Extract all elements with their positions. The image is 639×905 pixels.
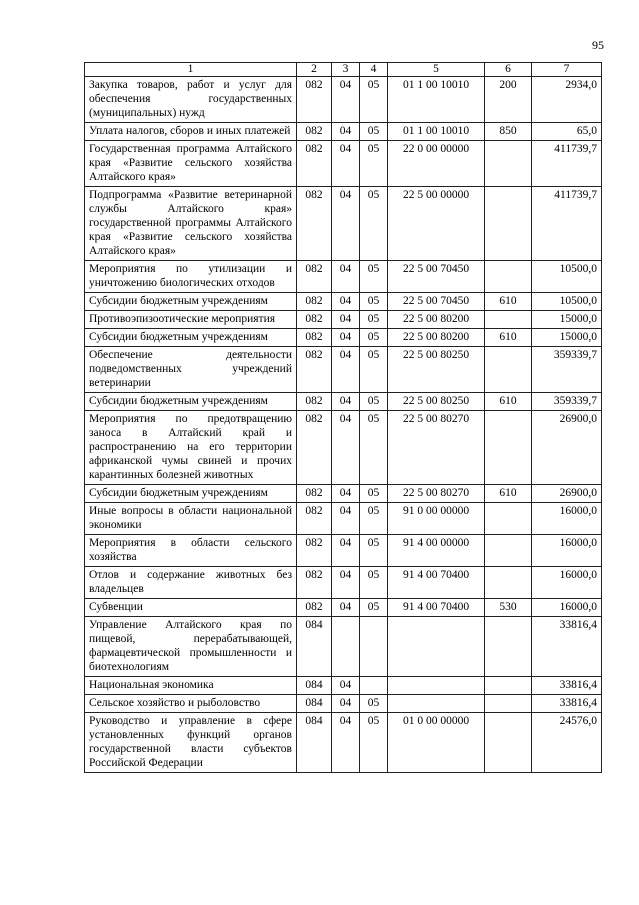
row-ministry-code: 082	[297, 599, 332, 617]
table-row	[85, 617, 602, 677]
row-target-article: 22 5 00 00000	[388, 187, 485, 261]
row-expense-type	[485, 713, 532, 773]
table-row	[85, 713, 602, 773]
row-target-article: 01 1 00 10010	[388, 77, 485, 123]
row-expense-type	[485, 503, 532, 535]
row-subsection-code: 05	[360, 503, 388, 535]
row-name: Отлов и содержание животных без владельцев	[85, 567, 297, 599]
row-expense-type	[485, 617, 532, 677]
row-expense-type	[485, 141, 532, 187]
row-section-code: 04	[332, 535, 360, 567]
row-name: Управление Алтайского края по пищевой, перерабатывающей, фармацевтической промышленности и биотехнологиям	[85, 617, 297, 677]
row-ministry-code: 082	[297, 503, 332, 535]
row-name: Субсидии бюджетным учреждениям	[85, 393, 297, 411]
column-header: 5	[388, 63, 485, 77]
column-header: 4	[360, 63, 388, 77]
table-row	[85, 485, 602, 503]
row-amount: 33816,4	[532, 695, 602, 713]
column-header: 6	[485, 63, 532, 77]
row-expense-type	[485, 411, 532, 485]
row-expense-type: 610	[485, 329, 532, 347]
table-row	[85, 311, 602, 329]
row-subsection-code: 05	[360, 347, 388, 393]
row-ministry-code: 082	[297, 293, 332, 311]
row-subsection-code: 05	[360, 187, 388, 261]
row-ministry-code: 082	[297, 141, 332, 187]
row-subsection-code	[360, 617, 388, 677]
row-subsection-code: 05	[360, 141, 388, 187]
column-header: 2	[297, 63, 332, 77]
table-row	[85, 599, 602, 617]
row-target-article: 22 5 00 70450	[388, 293, 485, 311]
row-amount: 10500,0	[532, 261, 602, 293]
row-ministry-code: 082	[297, 261, 332, 293]
row-section-code: 04	[332, 329, 360, 347]
table-row	[85, 293, 602, 311]
row-ministry-code: 082	[297, 411, 332, 485]
row-amount: 33816,4	[532, 677, 602, 695]
row-subsection-code: 05	[360, 713, 388, 773]
row-section-code: 04	[332, 567, 360, 599]
column-header: 3	[332, 63, 360, 77]
row-ministry-code: 084	[297, 713, 332, 773]
row-section-code: 04	[332, 347, 360, 393]
row-name: Субвенции	[85, 599, 297, 617]
row-ministry-code: 082	[297, 567, 332, 599]
row-name: Государственная программа Алтайского края «Развитие сельского хозяйства Алтайского края»	[85, 141, 297, 187]
row-ministry-code: 084	[297, 617, 332, 677]
row-name: Подпрограмма «Развитие ветеринарной службы Алтайского края» государственной программы Алтайского края «Развитие сельского хозяйства Алтайского края»	[85, 187, 297, 261]
row-name: Иные вопросы в области национальной экономики	[85, 503, 297, 535]
row-expense-type	[485, 567, 532, 599]
row-amount: 2934,0	[532, 77, 602, 123]
row-amount: 16000,0	[532, 599, 602, 617]
row-target-article: 22 5 00 80200	[388, 311, 485, 329]
row-expense-type	[485, 695, 532, 713]
row-subsection-code: 05	[360, 485, 388, 503]
row-name: Субсидии бюджетным учреждениям	[85, 485, 297, 503]
row-expense-type	[485, 347, 532, 393]
row-target-article	[388, 677, 485, 695]
row-subsection-code: 05	[360, 311, 388, 329]
row-amount: 411739,7	[532, 187, 602, 261]
row-subsection-code: 05	[360, 411, 388, 485]
row-amount: 33816,4	[532, 617, 602, 677]
row-subsection-code: 05	[360, 293, 388, 311]
row-amount: 411739,7	[532, 141, 602, 187]
row-section-code: 04	[332, 77, 360, 123]
row-section-code: 04	[332, 187, 360, 261]
row-amount: 359339,7	[532, 347, 602, 393]
row-section-code	[332, 617, 360, 677]
table-row	[85, 123, 602, 141]
row-target-article: 91 4 00 70400	[388, 599, 485, 617]
row-name: Закупка товаров, работ и услуг для обеспечения государственных (муниципальных) нужд	[85, 77, 297, 123]
row-section-code: 04	[332, 677, 360, 695]
row-amount: 24576,0	[532, 713, 602, 773]
table-row	[85, 187, 602, 261]
row-expense-type	[485, 261, 532, 293]
row-target-article: 01 0 00 00000	[388, 713, 485, 773]
row-section-code: 04	[332, 123, 360, 141]
row-amount: 15000,0	[532, 329, 602, 347]
row-target-article: 22 5 00 70450	[388, 261, 485, 293]
row-subsection-code: 05	[360, 261, 388, 293]
row-section-code: 04	[332, 695, 360, 713]
row-ministry-code: 082	[297, 187, 332, 261]
row-target-article	[388, 617, 485, 677]
row-expense-type	[485, 187, 532, 261]
row-ministry-code: 082	[297, 77, 332, 123]
column-header: 1	[85, 63, 297, 77]
row-name: Мероприятия в области сельского хозяйства	[85, 535, 297, 567]
row-subsection-code: 05	[360, 77, 388, 123]
budget-table	[84, 62, 602, 773]
row-name: Субсидии бюджетным учреждениям	[85, 329, 297, 347]
row-subsection-code: 05	[360, 567, 388, 599]
row-target-article: 22 5 00 80250	[388, 393, 485, 411]
row-name: Противоэпизоотические мероприятия	[85, 311, 297, 329]
row-expense-type: 610	[485, 485, 532, 503]
row-section-code: 04	[332, 411, 360, 485]
row-target-article: 91 4 00 00000	[388, 535, 485, 567]
row-section-code: 04	[332, 261, 360, 293]
table-row	[85, 329, 602, 347]
row-ministry-code: 082	[297, 329, 332, 347]
row-target-article: 91 0 00 00000	[388, 503, 485, 535]
table-row	[85, 393, 602, 411]
row-name: Сельское хозяйство и рыболовство	[85, 695, 297, 713]
row-expense-type: 530	[485, 599, 532, 617]
row-target-article	[388, 695, 485, 713]
row-amount: 16000,0	[532, 503, 602, 535]
row-section-code: 04	[332, 311, 360, 329]
row-amount: 26900,0	[532, 485, 602, 503]
row-section-code: 04	[332, 393, 360, 411]
row-ministry-code: 082	[297, 311, 332, 329]
row-subsection-code: 05	[360, 599, 388, 617]
row-amount: 359339,7	[532, 393, 602, 411]
row-expense-type: 610	[485, 393, 532, 411]
row-amount: 15000,0	[532, 311, 602, 329]
row-name: Обеспечение деятельности подведомственных учреждений ветеринарии	[85, 347, 297, 393]
row-subsection-code: 05	[360, 695, 388, 713]
row-target-article: 22 5 00 80200	[388, 329, 485, 347]
table-row	[85, 411, 602, 485]
row-name: Мероприятия по утилизации и уничтожению биологических отходов	[85, 261, 297, 293]
row-ministry-code: 082	[297, 393, 332, 411]
row-amount: 10500,0	[532, 293, 602, 311]
row-subsection-code	[360, 677, 388, 695]
row-subsection-code: 05	[360, 535, 388, 567]
row-target-article: 91 4 00 70400	[388, 567, 485, 599]
row-name: Субсидии бюджетным учреждениям	[85, 293, 297, 311]
row-subsection-code: 05	[360, 393, 388, 411]
row-section-code: 04	[332, 485, 360, 503]
row-ministry-code: 084	[297, 677, 332, 695]
row-name: Руководство и управление в сфере установленных функций органов государственной власти субъектов Российской Федерации	[85, 713, 297, 773]
table-row	[85, 261, 602, 293]
row-section-code: 04	[332, 503, 360, 535]
row-section-code: 04	[332, 713, 360, 773]
row-expense-type: 610	[485, 293, 532, 311]
row-amount: 16000,0	[532, 567, 602, 599]
row-expense-type	[485, 677, 532, 695]
row-expense-type	[485, 311, 532, 329]
row-ministry-code: 082	[297, 485, 332, 503]
table-row	[85, 535, 602, 567]
row-ministry-code: 082	[297, 535, 332, 567]
row-target-article: 22 5 00 80270	[388, 485, 485, 503]
row-target-article: 22 5 00 80270	[388, 411, 485, 485]
row-ministry-code: 084	[297, 695, 332, 713]
table-header-row	[85, 63, 602, 77]
row-ministry-code: 082	[297, 123, 332, 141]
table-row	[85, 567, 602, 599]
row-target-article: 22 5 00 80250	[388, 347, 485, 393]
table-row	[85, 141, 602, 187]
row-section-code: 04	[332, 599, 360, 617]
row-target-article: 22 0 00 00000	[388, 141, 485, 187]
table-row	[85, 695, 602, 713]
row-section-code: 04	[332, 141, 360, 187]
row-name: Мероприятия по предотвращению заноса в Алтайский край и распространению на его территории африканской чумы свиней и прочих карантинных болезней животных	[85, 411, 297, 485]
row-name: Национальная экономика	[85, 677, 297, 695]
table-row	[85, 77, 602, 123]
column-header: 7	[532, 63, 602, 77]
row-subsection-code: 05	[360, 329, 388, 347]
row-amount: 16000,0	[532, 535, 602, 567]
row-section-code: 04	[332, 293, 360, 311]
row-ministry-code: 082	[297, 347, 332, 393]
row-target-article: 01 1 00 10010	[388, 123, 485, 141]
row-amount: 65,0	[532, 123, 602, 141]
row-expense-type: 200	[485, 77, 532, 123]
table-row	[85, 503, 602, 535]
row-expense-type: 850	[485, 123, 532, 141]
row-subsection-code: 05	[360, 123, 388, 141]
row-amount: 26900,0	[532, 411, 602, 485]
table-row	[85, 347, 602, 393]
table-row	[85, 677, 602, 695]
row-expense-type	[485, 535, 532, 567]
row-name: Уплата налогов, сборов и иных платежей	[85, 123, 297, 141]
page-number: 95	[592, 38, 604, 52]
